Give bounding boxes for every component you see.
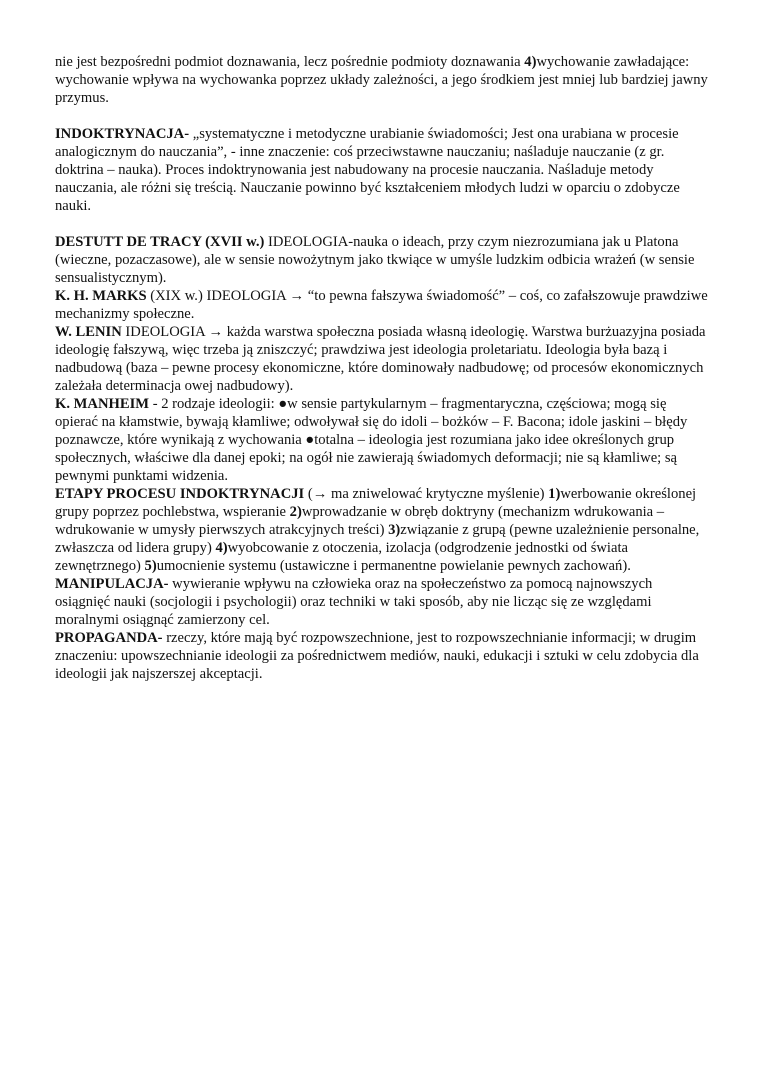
document-page bbox=[55, 53, 710, 683]
body-text: wychowanie zawładające: wychowanie wpływa na wychowanka poprzez układy zależności, a jego środkiem jest mniej lub bardziej jawny przymus. bbox=[55, 54, 708, 106]
paragraph-propaganda bbox=[55, 629, 710, 683]
bold-term: 1) bbox=[548, 486, 561, 502]
paragraph-indoktrynacja bbox=[55, 125, 710, 215]
body-text: umocnienie systemu (ustawiczne i permanentne powielanie pewnych zachowań). bbox=[156, 558, 631, 574]
bold-term: DESTUTT DE TRACY (XVII w.) bbox=[55, 234, 265, 250]
bold-term: 2) bbox=[289, 504, 302, 520]
body-text: IDEOLOGIA → każda warstwa społeczna posiada własną ideologię. Warstwa burżuazyjna posiada ideologię fałszywą, więc trzeba ją zniszczyć; prawdziwa jest ideologia proletariatu. Ideologia była bazą i nadbudową (baza – pewne procesy ekonomiczne, które dominowały nadbudowę; od procesów ekonomicznych zależała determinacja owej nadbudowy). bbox=[55, 324, 706, 394]
bold-term: ETAPY PROCESU INDOKTRYNACJI bbox=[55, 486, 305, 502]
bold-term: W. LENIN bbox=[55, 324, 122, 340]
bold-term: 5) bbox=[144, 558, 157, 574]
bold-term: 4) bbox=[215, 540, 228, 556]
paragraph-manheim bbox=[55, 395, 710, 485]
bold-term: 3) bbox=[388, 522, 401, 538]
paragraph-intro bbox=[55, 53, 710, 107]
paragraph-destutt bbox=[55, 233, 710, 287]
bold-term: K. MANHEIM bbox=[55, 396, 150, 412]
body-text: IDEOLOGIA-nauka o ideach, przy czym niezrozumiana jak u Platona (wieczne, pozaczasowe), ale w sensie nowożytnym jako tkwiące w umyśle ludzkim odbicia wrażeń (w sensie sensualistycznym). bbox=[55, 234, 695, 286]
paragraph-spacer bbox=[55, 215, 710, 233]
body-text: „systematyczne i metodyczne urabianie świadomości; Jest ona urabiana w procesie analogicznym do nauczania”, - inne znaczenie: coś przeciwstawne nauczaniu; naśladuje nauczanie (z gr. doktrina – nauka). Proces indoktrynowania jest nabudowany na procesie nauczania. Naśladuje metody nauczania, ale różni się treścią. Nauczanie powinno być kształceniem młodych ludzi w oparciu o zdobycze nauki. bbox=[55, 126, 680, 214]
paragraph-lenin bbox=[55, 323, 710, 395]
body-text: wyobcowanie z otoczenia, izolacja (odgrodzenie jednostki od świata zewnętrznego) bbox=[55, 540, 628, 574]
bold-term: 4) bbox=[524, 54, 537, 70]
bold-term: MANIPULACJA- bbox=[55, 576, 169, 592]
bold-term: K. H. MARKS bbox=[55, 288, 147, 304]
body-text: werbowanie określonej grupy poprzez pochlebstwa, wspieranie bbox=[55, 486, 697, 520]
body-text: - 2 rodzaje ideologii: ●w sensie partykularnym – fragmentaryczna, częściowa; mogą się opierać na kłamstwie, bywają kłamliwe; odwoływał się do idoli – bożków – F. Bacona; idole jaskini – błędy poznawcze, które wynikają z wychowania ●totalna – ideologia jest rozumiana jako idee określonych grup społecznych, właściwe dla danej epoki; na ogół nie zawierają świadomych deformacji; nie są kłamliwe; są pewnymi punktami widzenia. bbox=[55, 396, 688, 484]
body-text: (→ ma zniwelować krytyczne myślenie) bbox=[304, 486, 549, 502]
body-text: wprowadzanie w obręb doktryny (mechanizm wdrukowania – wdrukowanie w umysły pierwszych atrakcyjnych treści) bbox=[55, 504, 665, 538]
body-text: nie jest bezpośredni podmiot doznawania, lecz pośrednie podmioty doznawania bbox=[55, 54, 525, 70]
paragraph-etapy bbox=[55, 485, 710, 575]
body-text: wywieranie wpływu na człowieka oraz na społeczeństwo za pomocą najnowszych osiągnięć nauki (socjologii i psychologii) oraz techniki w taki sposób, aby nie licząc się ze względami moralnymi osiągnąć zamierzony cel. bbox=[55, 576, 653, 628]
paragraph-spacer bbox=[55, 107, 710, 125]
bold-term: PROPAGANDA- bbox=[55, 630, 163, 646]
bold-term: INDOKTRYNACJA- bbox=[55, 126, 190, 142]
body-text: związanie z grupą (pewne uzależnienie personalne, zwłaszcza od lidera grupy) bbox=[55, 522, 700, 556]
paragraph-manipulacja bbox=[55, 575, 710, 629]
body-text: (XIX w.) IDEOLOGIA → “to pewna fałszywa świadomość” – coś, co zafałszowuje prawdziwe mechanizmy społeczne. bbox=[55, 288, 708, 322]
body-text: rzeczy, które mają być rozpowszechnione, jest to rozpowszechnianie informacji; w drugim znaczeniu: upowszechnianie ideologii za pośrednictwem mediów, nauki, edukacji i sztuki w celu zdobycia dla ideologii jak najszerszej akceptacji. bbox=[55, 630, 699, 682]
paragraph-marks bbox=[55, 287, 710, 323]
